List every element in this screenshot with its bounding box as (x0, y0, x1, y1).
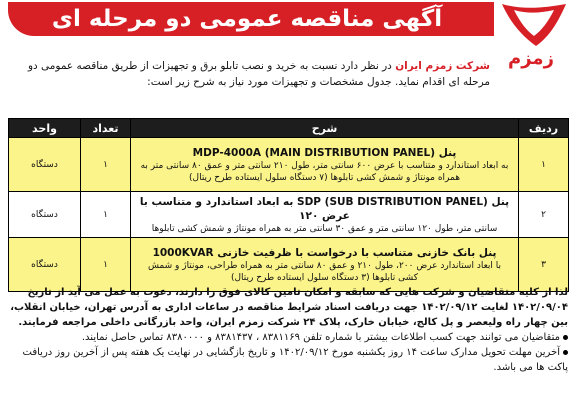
row-unit: دستگاه (9, 138, 81, 192)
row-unit: دستگاه (9, 192, 81, 238)
ad-title: آگهی مناقصه عمومی دو مرحله ای (51, 6, 443, 32)
row-description (131, 138, 519, 192)
table-row (9, 238, 569, 292)
item-detail: سانتی متر، طول ۱۲۰ سانتی متر و عمق ۳۰ سانتی متر به همراه مونتاژ و شمش کشی تابلوها (151, 223, 498, 234)
footer-notes (8, 285, 568, 375)
logo-wordmark: زمزم (508, 48, 554, 69)
title-banner (8, 2, 494, 36)
item-detail: به ابعاد استاندارد و متناسب با عرض ۶۰۰ سانتی متر، طول ۲۱۰ سانتی متر و عمق ۸۰ سانتی متر به همراه مونتاژ و شمش کشی تابلوها (۷ دستگاه سلول ایستاده طرح ریتال) (140, 160, 509, 183)
row-description (131, 238, 519, 292)
col-header-qty: تعداد (81, 119, 131, 138)
bullet-icon (563, 335, 568, 340)
table-row (9, 138, 569, 192)
item-detail: با ابعاد استاندارد عرض ۲۰۰، طول ۲۱۰ و عمق ۸۰ سانتی متر به همراه طراحی، مونتاژ و شمش کشی تابلوها (۳ دستگاه سلول ایستاده طرح ریتال) (147, 260, 502, 283)
footer-deadline (8, 345, 568, 375)
col-header-unit: واحد (9, 119, 81, 138)
row-qty: ۱ (81, 138, 131, 192)
col-header-desc: شرح (131, 119, 519, 138)
row-qty: ۱ (81, 238, 131, 292)
row-number: ۲ (519, 192, 569, 238)
row-number: ۳ (519, 238, 569, 292)
table-header-row (9, 119, 569, 138)
footer-contact (8, 330, 568, 345)
footer-invitation: لذا از کلیه متقاضیان و شرکت هایی که سابقه و امکان تامین کالای فوق را دارند، دعوت به عمل می آید از تاریخ ۱۴۰۲/۰۹/۰۴ لغایت ۱۴۰۲/۰۹/۱۲ جهت دریافت اسناد شرایط مناقصه در ساعات اداری به آدرس تهران، خیابان انقلاب، بین چهار راه ولیعصر و پل کالج، خیابان خارک، پلاک ۲۴ شرکت زمزم ایران، واحد بازرگانی داخلی مراجعه فرمایند. (10, 287, 568, 328)
row-qty: ۱ (81, 192, 131, 238)
col-header-row: ردیف (519, 119, 569, 138)
item-title: پنل (SDP (SUB DISTRIBUTION PANEL به ابعاد استاندارد و متناسب با عرض ۱۲۰ (139, 195, 510, 222)
logo-emblem-icon (492, 0, 572, 84)
company-logo (492, 0, 572, 84)
item-title: پنل بانک خازنی متناسب با درخواست با ظرفیت خازنی 1000KVAR (152, 246, 497, 259)
row-description (131, 192, 519, 238)
intro-text: در نظر دارد نسبت به خرید و نصب تابلو برق و تجهیزات از طریق مناقصه عمومی دو مرحله ای اقدام نماید. جدول مشخصات و تجهیزات مورد نیاز به شرح زیر است: (27, 60, 490, 88)
footer-deadline-text: آخرین مهلت تحویل مدارک ساعت ۱۴ روز یکشنبه مورخ ۱۴۰۲/۰۹/۱۲ و تاریخ بازگشایی در نهایت یک هفته پس از آخرین روز دریافت پاکت ها می باشد. (22, 347, 568, 373)
company-name: شرکت زمزم ایران (395, 60, 490, 72)
footer-contact-text: متقاضیان می توانند جهت کسب اطلاعات بیشتر با شماره تلفن ۸۳۸۱۱۶۹ ، ۸۳۸۱۴۳۷ و ۸۳۸۰۰۰۰ تماس حاصل نمایند. (81, 332, 560, 343)
table-row (9, 192, 569, 238)
intro-paragraph (8, 58, 490, 90)
bullet-icon (563, 350, 568, 355)
specs-table (8, 118, 569, 292)
row-number: ۱ (519, 138, 569, 192)
row-unit: دستگاه (9, 238, 81, 292)
item-title: پنل (MDP-4000A (MAIN DISTRIBUTION PANEL (192, 146, 457, 159)
